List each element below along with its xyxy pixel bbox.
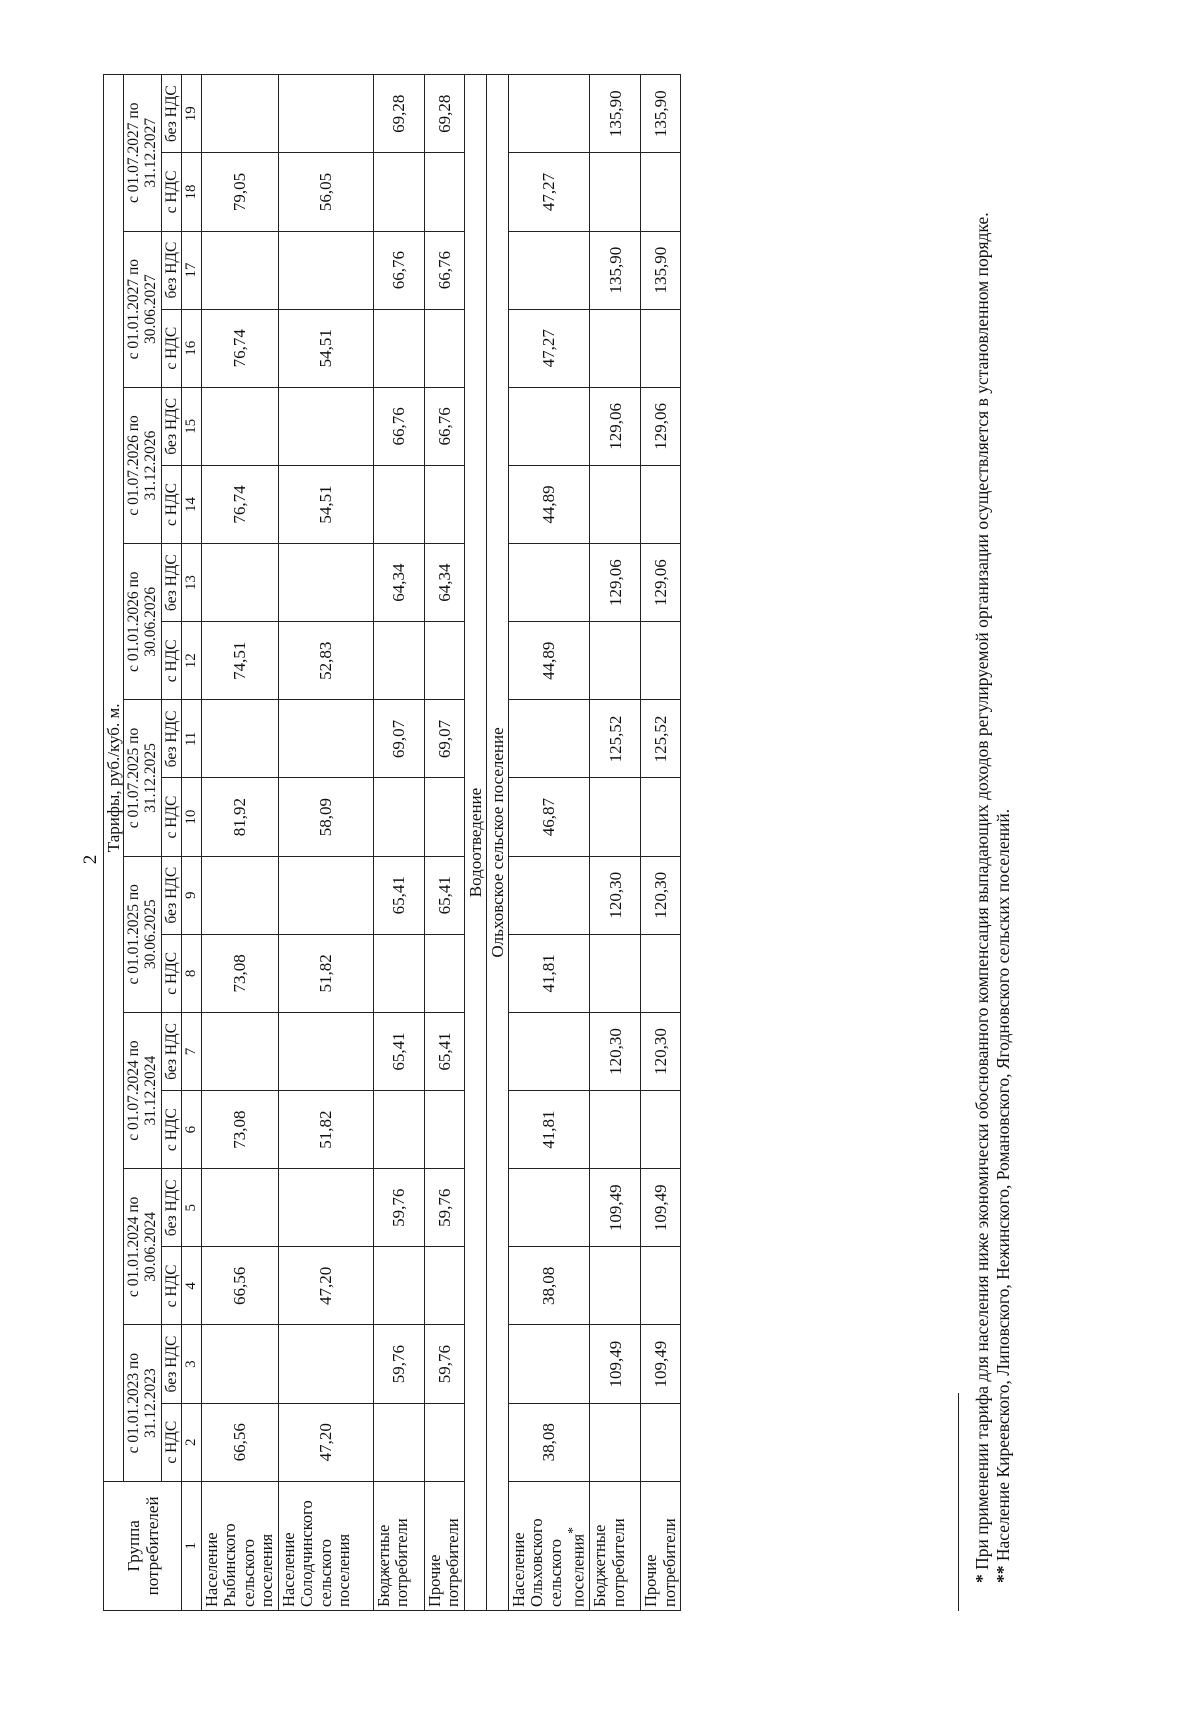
tariff-value <box>508 1169 589 1247</box>
tariff-value <box>641 622 681 700</box>
tariff-value <box>508 1012 589 1090</box>
tariff-value: 109,49 <box>641 1325 681 1403</box>
tariff-value <box>373 1247 424 1325</box>
tariffs-table <box>103 74 681 1611</box>
tariff-value: 74,51 <box>201 622 278 700</box>
tariff-value: 69,07 <box>424 700 464 778</box>
tariff-value: 109,49 <box>590 1169 641 1247</box>
tariff-value <box>641 465 681 543</box>
column-number: 3 <box>182 1325 202 1403</box>
tariff-value: 44,89 <box>508 465 589 543</box>
vat-without-header: без НДС <box>161 1012 181 1090</box>
tariff-value <box>373 1403 424 1481</box>
consumer-group-name: Прочие потребители <box>641 1518 679 1607</box>
tariff-value: 76,74 <box>201 465 278 543</box>
footnote-1-text: При применении тарифа для населения ниже экономически обоснованного компенсация выпадающих доходов регулируемой организации осуществляется в установленном порядке. <box>972 212 992 1570</box>
tariff-value <box>201 387 278 465</box>
column-number: 19 <box>182 75 202 153</box>
tariff-value <box>201 856 278 934</box>
period-header: с 01.07.2024 по 31.12.2024 <box>124 1012 162 1168</box>
tariff-value: 79,05 <box>201 153 278 231</box>
tariff-value: 69,07 <box>373 700 424 778</box>
vat-without-header: без НДС <box>161 700 181 778</box>
column-number: 7 <box>182 1012 202 1090</box>
vat-with-header: с НДС <box>161 1403 181 1481</box>
column-number: 18 <box>182 153 202 231</box>
header-row-column-numbers <box>182 75 202 1611</box>
tariff-value: 120,30 <box>590 856 641 934</box>
consumer-group-name: Прочие потребители <box>424 1518 463 1607</box>
table-row <box>508 75 589 1611</box>
consumer-group-cell <box>201 1481 278 1610</box>
tariff-value <box>201 544 278 622</box>
tariff-value <box>590 778 641 856</box>
tariff-value: 135,90 <box>590 231 641 309</box>
column-number: 5 <box>182 1169 202 1247</box>
tariff-value: 51,82 <box>278 934 373 1012</box>
tariff-value: 44,89 <box>508 622 589 700</box>
group-header: Группа потребителей <box>104 1481 182 1610</box>
vat-without-header: без НДС <box>161 544 181 622</box>
tariff-value: 59,76 <box>424 1325 464 1403</box>
footnote-mark: * <box>565 1526 581 1534</box>
tariff-value <box>424 622 464 700</box>
consumer-group-cell <box>590 1481 641 1610</box>
column-number: 4 <box>182 1247 202 1325</box>
vat-with-header: с НДС <box>161 1091 181 1169</box>
tariff-value: 47,20 <box>278 1403 373 1481</box>
table-row <box>424 75 464 1611</box>
footnote-2-text: Население Киреевского, Липовского, Нежинского, Романовского, Ягодновского сельских поселений. <box>993 808 1014 1562</box>
tariff-value: 65,41 <box>373 856 424 934</box>
vat-without-header: без НДС <box>161 1169 181 1247</box>
tariff-value: 41,81 <box>508 934 589 1012</box>
vat-with-header: с НДС <box>161 1247 181 1325</box>
footnote-1-mark: * <box>972 1574 992 1583</box>
consumer-group-name: Бюджетные потребители <box>373 1518 412 1607</box>
vat-with-header: с НДС <box>161 622 181 700</box>
tariff-value: 65,41 <box>424 1012 464 1090</box>
vat-with-header: с НДС <box>161 465 181 543</box>
tariff-value <box>373 934 424 1012</box>
tariff-value <box>424 309 464 387</box>
tariff-value <box>278 231 373 309</box>
tariff-value <box>424 153 464 231</box>
tariff-value <box>373 622 424 700</box>
period-header: с 01.01.2027 по 30.06.2027 <box>124 231 162 387</box>
consumer-group-cell <box>424 1481 464 1610</box>
tariff-value <box>641 309 681 387</box>
tariff-value <box>201 700 278 778</box>
tariff-value: 38,08 <box>508 1403 589 1481</box>
vat-without-header: без НДС <box>161 75 181 153</box>
period-header: с 01.01.2023 по 31.12.2023 <box>124 1325 162 1481</box>
tariff-value <box>201 1169 278 1247</box>
tariff-value: 135,90 <box>590 75 641 153</box>
consumer-group-cell <box>508 1481 589 1610</box>
period-header: с 01.07.2025 по 31.12.2025 <box>124 700 162 856</box>
tariff-value <box>641 934 681 1012</box>
tariff-value <box>278 387 373 465</box>
tariff-value: 66,76 <box>373 387 424 465</box>
tariff-value: 69,28 <box>424 75 464 153</box>
tariff-value: 129,06 <box>641 544 681 622</box>
tariff-value: 47,20 <box>278 1247 373 1325</box>
tariff-value: 66,76 <box>373 231 424 309</box>
tariff-value <box>508 387 589 465</box>
consumer-group-cell <box>373 1481 424 1610</box>
column-number: 13 <box>182 544 202 622</box>
tariff-value: 109,49 <box>590 1325 641 1403</box>
tariff-value <box>590 309 641 387</box>
vat-with-header: с НДС <box>161 309 181 387</box>
subsection-title: Ольховское сельское поселение <box>486 75 508 1611</box>
tariff-value: 129,06 <box>590 387 641 465</box>
tariff-value <box>373 153 424 231</box>
tariff-value: 56,05 <box>278 153 373 231</box>
tariff-value: 59,76 <box>373 1169 424 1247</box>
column-number: 2 <box>182 1403 202 1481</box>
footnote-2-mark: ** <box>993 1565 1014 1583</box>
tariff-value <box>641 1247 681 1325</box>
column-number: 10 <box>182 778 202 856</box>
vat-without-header: без НДС <box>161 231 181 309</box>
consumer-group-name: Бюджетные потребители <box>590 1518 628 1607</box>
tariff-value <box>424 934 464 1012</box>
tariff-value: 65,41 <box>424 856 464 934</box>
tariff-value <box>278 1169 373 1247</box>
tariff-value: 66,76 <box>424 387 464 465</box>
tariff-value <box>508 231 589 309</box>
tariff-value <box>508 1325 589 1403</box>
column-number: 16 <box>182 309 202 387</box>
tariff-value <box>278 1325 373 1403</box>
period-header: с 01.01.2025 по 30.06.2025 <box>124 856 162 1012</box>
tariff-value: 66,56 <box>201 1403 278 1481</box>
tariff-value <box>590 622 641 700</box>
header-row-1 <box>104 75 124 1611</box>
tariff-value <box>508 700 589 778</box>
column-number: 6 <box>182 1091 202 1169</box>
period-header: с 01.07.2026 по 31.12.2026 <box>124 387 162 543</box>
vat-without-header: без НДС <box>161 387 181 465</box>
tariff-value: 64,34 <box>373 544 424 622</box>
tariff-value: 120,30 <box>641 856 681 934</box>
tariff-value <box>373 1091 424 1169</box>
footnote-1 <box>972 101 993 1611</box>
footnote-2 <box>993 101 1014 1611</box>
column-number: 1 <box>182 1481 202 1610</box>
vat-without-header: без НДС <box>161 1325 181 1403</box>
tariff-value: 46,87 <box>508 778 589 856</box>
table-row <box>278 75 373 1611</box>
tariff-value: 120,30 <box>641 1012 681 1090</box>
period-header: с 01.07.2027 по 31.12.2027 <box>124 75 162 232</box>
consumer-group-name: Население Солодчинского сельского поселения <box>278 1500 354 1607</box>
tariff-value <box>201 75 278 153</box>
column-number: 8 <box>182 934 202 1012</box>
tariff-value: 120,30 <box>590 1012 641 1090</box>
tariff-value <box>278 856 373 934</box>
tariff-value <box>201 1325 278 1403</box>
tariff-value: 51,82 <box>278 1091 373 1169</box>
tariff-value <box>424 1091 464 1169</box>
tariff-value <box>424 1247 464 1325</box>
tariff-value: 54,51 <box>278 465 373 543</box>
consumer-group-cell <box>278 1481 373 1610</box>
tariff-value: 41,81 <box>508 1091 589 1169</box>
consumer-group-cell <box>641 1481 681 1610</box>
tariffs-header: Тарифы, руб./куб. м. <box>104 75 124 1482</box>
tariff-value <box>508 544 589 622</box>
tariff-value: 54,51 <box>278 309 373 387</box>
tariff-value: 47,27 <box>508 309 589 387</box>
column-number: 9 <box>182 856 202 934</box>
tariff-value: 125,52 <box>641 700 681 778</box>
tariff-value: 109,49 <box>641 1169 681 1247</box>
column-number: 14 <box>182 465 202 543</box>
tariff-value <box>201 1012 278 1090</box>
tariff-value: 66,56 <box>201 1247 278 1325</box>
tariff-value: 66,76 <box>424 231 464 309</box>
period-header: с 01.01.2024 по 30.06.2024 <box>124 1169 162 1325</box>
tariff-value <box>590 1403 641 1481</box>
period-header: с 01.01.2026 по 30.06.2026 <box>124 544 162 700</box>
footnote-separator <box>958 1393 959 1611</box>
tariff-value <box>278 700 373 778</box>
tariff-value: 73,08 <box>201 1091 278 1169</box>
tariff-value: 81,92 <box>201 778 278 856</box>
table-row <box>201 75 278 1611</box>
tariff-value <box>373 309 424 387</box>
table-row <box>590 75 641 1611</box>
tariff-value: 129,06 <box>590 544 641 622</box>
tariff-value: 59,76 <box>424 1169 464 1247</box>
tariff-value: 129,06 <box>641 387 681 465</box>
tariff-value <box>641 778 681 856</box>
footnotes <box>972 101 1015 1611</box>
header-row-vat <box>161 75 181 1611</box>
vat-with-header: с НДС <box>161 778 181 856</box>
tariff-value <box>201 231 278 309</box>
tariff-value <box>590 934 641 1012</box>
tariff-value <box>424 778 464 856</box>
column-number: 12 <box>182 622 202 700</box>
column-number: 15 <box>182 387 202 465</box>
tariff-value <box>590 1091 641 1169</box>
tariff-value <box>278 1012 373 1090</box>
tariff-value <box>641 1403 681 1481</box>
section-row <box>464 75 486 1611</box>
tariff-value: 76,74 <box>201 309 278 387</box>
tariff-value: 135,90 <box>641 231 681 309</box>
tariff-value: 65,41 <box>373 1012 424 1090</box>
tariff-value <box>278 544 373 622</box>
header-row-periods <box>124 75 162 1611</box>
column-number: 17 <box>182 231 202 309</box>
tariff-value <box>278 75 373 153</box>
tariff-value <box>373 778 424 856</box>
tariff-value <box>373 465 424 543</box>
vat-with-header: с НДС <box>161 934 181 1012</box>
section-title: Водоотведение <box>464 75 486 1611</box>
tariff-value: 64,34 <box>424 544 464 622</box>
tariff-value: 52,83 <box>278 622 373 700</box>
consumer-group-name: Население Ольховского сельского поселения <box>508 1518 588 1607</box>
subsection-row <box>486 75 508 1611</box>
tariff-value <box>641 1091 681 1169</box>
tariff-value <box>641 153 681 231</box>
tariff-value: 59,76 <box>373 1325 424 1403</box>
tariff-value <box>590 153 641 231</box>
page-number: 2 <box>80 854 101 865</box>
tariff-value <box>590 1247 641 1325</box>
tariff-value <box>590 465 641 543</box>
tariff-value: 69,28 <box>373 75 424 153</box>
tariff-value: 47,27 <box>508 153 589 231</box>
tariff-value: 38,08 <box>508 1247 589 1325</box>
tariff-value <box>424 465 464 543</box>
vat-without-header: без НДС <box>161 856 181 934</box>
tariff-value: 58,09 <box>278 778 373 856</box>
tariff-value: 73,08 <box>201 934 278 1012</box>
consumer-group-name: Население Рыбинского сельского поселения <box>201 1523 277 1607</box>
tariff-value: 125,52 <box>590 700 641 778</box>
table-row <box>641 75 681 1611</box>
tariff-value <box>508 856 589 934</box>
tariff-value <box>424 1403 464 1481</box>
column-number: 11 <box>182 700 202 778</box>
tariff-value: 135,90 <box>641 75 681 153</box>
tariff-value <box>508 75 589 153</box>
vat-with-header: с НДС <box>161 153 181 231</box>
table-row <box>373 75 424 1611</box>
